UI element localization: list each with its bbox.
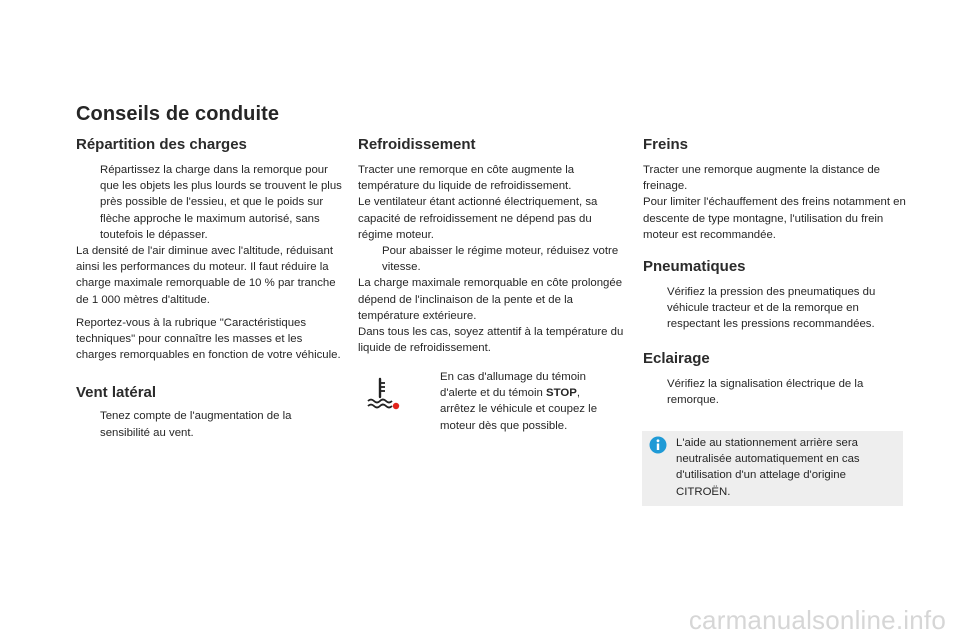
bullet-text: Tenez compte de l'augmentation de la sensibilité au vent.	[100, 410, 292, 439]
paragraph-ventilateur: Le ventilateur étant actionné électriquement, sa capacité de refroidissement ne dépend pas du régime moteur.	[358, 196, 598, 241]
column-right	[643, 135, 907, 408]
paragraph-echauffement: Pour limiter l'échauffement des freins notamment en descente de type montagne, l'utilisation du frein moteur est recommandée.	[643, 196, 906, 241]
column-middle	[358, 135, 626, 356]
coolant-temperature-warning-icon	[364, 376, 400, 412]
column-left	[76, 135, 342, 441]
section-heading-pneumatiques: Pneumatiques	[643, 258, 746, 276]
page-title: Conseils de conduite	[76, 103, 280, 125]
bullet-vent	[76, 408, 342, 440]
paragraph-reportez: Reportez-vous à la rubrique "Caractéristiques techniques" pour connaître les masses et les charges remorquables en fonction de votre véhicule.	[76, 316, 341, 362]
warning-note	[416, 369, 616, 434]
warning-text-before: En cas d'allumage du témoin d'alerte et du témoin	[440, 371, 586, 400]
info-box	[642, 431, 903, 506]
bullet-warning	[416, 369, 616, 434]
paragraph-charge-cote: La charge maximale remorquable en côte prolongée dépend de l'inclinaison de la pente et de la température extérieure.	[358, 277, 623, 322]
bullet-text: Pour abaisser le régime moteur, réduisez votre vitesse.	[382, 245, 619, 274]
bullet-text: Répartissez la charge dans la remorque pour que les objets les plus lourds se trouvent le plus près possible de l'essieu, et que le poids sur flèche approche le maximum autorisé, sans toutefois le dépasser.	[100, 164, 342, 241]
paragraph-tracter: Tracter une remorque en côte augmente la température du liquide de refroidissement.	[358, 164, 575, 193]
section-heading-eclairage: Eclairage	[643, 349, 710, 367]
info-text: L'aide au stationnement arrière sera neutralisée automatiquement en cas d'utilisation d'un attelage d'origine CITROËN.	[676, 437, 860, 498]
paragraph-densite: La densité de l'air diminue avec l'altitude, réduisant ainsi les performances du moteur. Il faut réduire la charge maximale remorquable de 10 % par tranche de 1 000 mètres d'altitude.	[76, 245, 336, 306]
watermark: carmanualsonline.info	[688, 605, 946, 635]
info-icon	[649, 436, 667, 454]
paragraph-attentif: Dans tous les cas, soyez attentif à la température du liquide de refroidissement.	[358, 326, 624, 355]
bullet-text: Vérifiez la signalisation électrique de la remorque.	[667, 377, 864, 406]
bullet-pneumatiques	[643, 284, 907, 333]
bullet-regime	[358, 243, 626, 275]
bullet-repartition	[76, 162, 342, 243]
section-heading-freins: Freins	[643, 136, 689, 153]
section-heading-repartition: Répartition des charges	[76, 136, 247, 153]
warning-stop-label: STOP	[546, 387, 577, 400]
section-heading-vent: Vent latéral	[76, 384, 157, 402]
paragraph-freinage: Tracter une remorque augmente la distance de freinage.	[643, 164, 881, 193]
warning-text-after: , arrêtez le véhicule et coupez le moteur dès que possible.	[440, 387, 598, 432]
bullet-text: Vérifiez la pression des pneumatiques du véhicule tracteur et de la remorque en respectant les pressions recommandées.	[667, 286, 876, 331]
bullet-eclairage	[643, 376, 907, 408]
section-heading-refroidissement: Refroidissement	[358, 136, 476, 153]
